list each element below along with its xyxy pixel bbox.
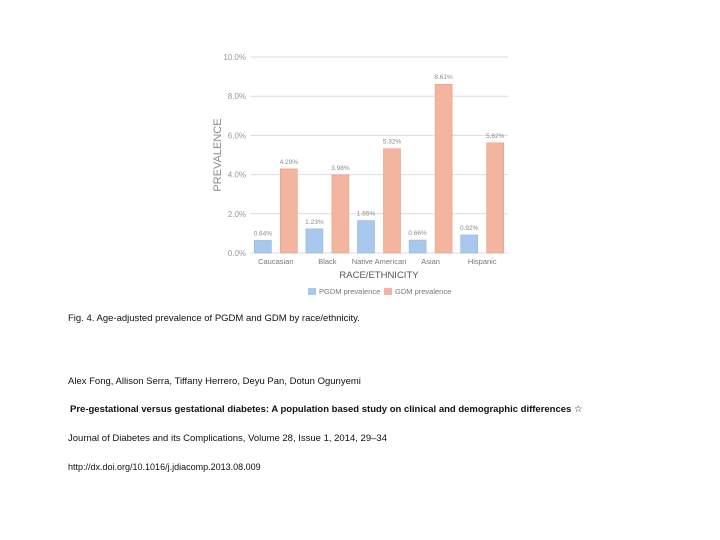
gdm-data-label: 3.98% [331,164,350,172]
x-tick-label: Black [318,257,337,266]
paper-title [70,404,583,415]
pgdm-data-label: 0.66% [408,230,427,238]
gdm-data-label: 5.62% [485,132,505,140]
pgdm-bar [461,235,478,253]
doi-link[interactable]: http://dx.doi.org/10.1016/j.jdiacomp.2013.08.009 [68,462,261,472]
x-tick-label: Asian [421,257,440,266]
pgdm-data-label: 0.92% [459,224,479,232]
pgdm-bar [358,221,375,253]
gdm-data-label: 8.61% [434,74,453,82]
pgdm-bar [254,240,271,253]
gdm-bar [332,175,349,253]
gdm-bar [435,84,452,253]
gdm-data-label: 5.32% [382,138,402,146]
pgdm-bar [306,229,323,253]
star-icon: ☆ [573,404,583,415]
legend-label: GDM prevalence [395,287,452,296]
x-axis-title: RACE/ETHNICITY [339,270,419,281]
gdm-bar [384,149,401,253]
gdm-data-label: 4.29% [279,158,299,166]
pgdm-data-label: 1.23% [305,218,324,226]
legend-label: PGDM prevalence [319,287,381,296]
x-tick-label: Hispanic [467,257,497,266]
y-tick-label: 6.0% [227,131,246,141]
y-tick-label: 10.0% [223,53,246,62]
x-tick-label: Caucasian [258,257,294,266]
figure-caption: Fig. 4. Age-adjusted prevalence of PGDM and GDM by race/ethnicity. [68,313,360,324]
y-tick-label: 8.0% [227,92,246,102]
gdm-bar [280,169,297,253]
author-list: Alex Fong, Allison Serra, Tiffany Herrero, Deyu Pan, Dotun Ogunyemi [68,376,361,387]
journal-citation: Journal of Diabetes and its Complications, Volume 28, Issue 1, 2014, 29–34 [68,433,387,444]
pgdm-data-label: 1.65% [356,210,376,218]
y-tick-label: 4.0% [227,170,246,180]
y-axis-title: PREVALENCE [212,118,224,192]
legend-swatch [308,288,316,295]
legend-swatch [384,288,392,295]
gdm-bar [487,143,504,253]
y-tick-label: 0.0% [227,249,246,258]
paper-title-text: Pre-gestational versus gestational diabetes: A population based study on clinical and demographic differences [70,404,572,415]
x-tick-label: Native American [351,257,407,266]
pgdm-data-label: 0.64% [253,230,273,238]
y-tick-label: 2.0% [227,209,246,219]
pgdm-bar [409,240,426,253]
